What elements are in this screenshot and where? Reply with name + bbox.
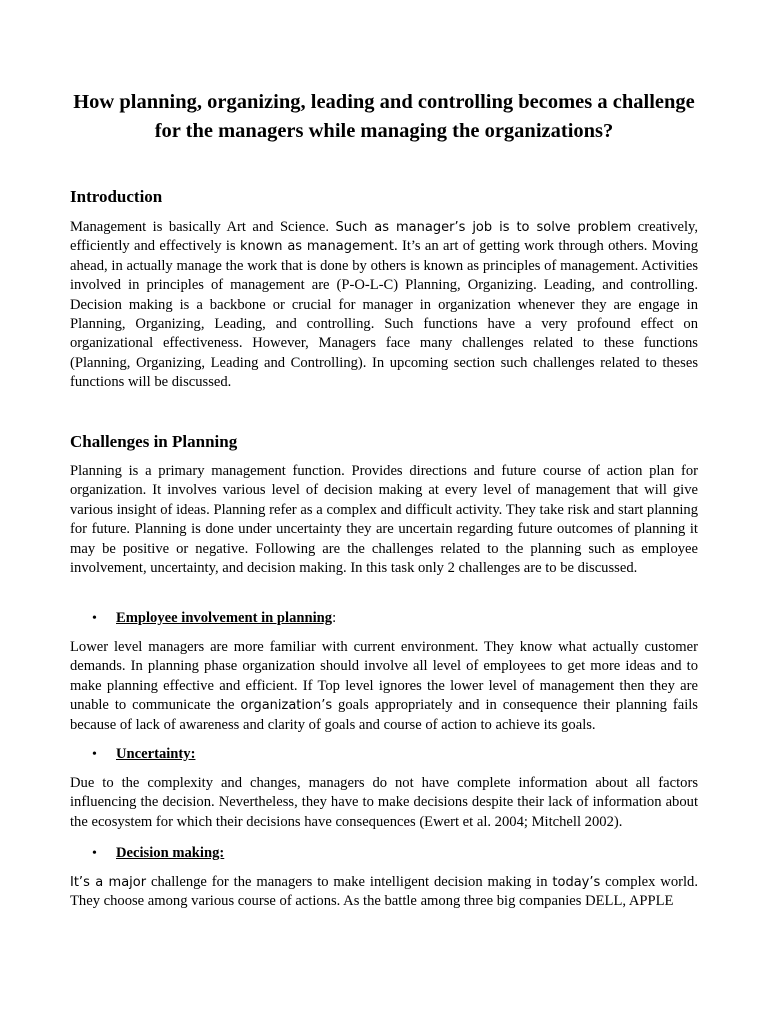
bullet-dot-icon: •	[92, 611, 97, 626]
planning-heading: Challenges in Planning	[70, 432, 238, 451]
uncertainty-paragraph: Due to the complexity and changes, managers do not have complete information about all factors influencing the decision. Nevertheless, they have to make decisions despite their lack of information about the ecosystem for which their decisions have consequences (Ewert et al. 2004; Mitchell 2002).	[70, 775, 698, 830]
introduction-heading: Introduction	[70, 187, 163, 206]
introduction-paragraph	[70, 218, 698, 393]
intro-text-sans-2: known as management	[239, 239, 394, 255]
intro-text-start: Management is basically Art and Science.	[70, 219, 336, 235]
bullet-uncertainty	[92, 744, 692, 765]
decision-making-paragraph	[70, 873, 698, 912]
decision-text-sans-2: today’s	[552, 875, 601, 890]
decision-text-sans-1: It’s a major	[70, 875, 147, 890]
bullet-dot-icon: •	[92, 846, 97, 861]
uncertainty-label: Uncertainty:	[116, 746, 196, 762]
decision-making-label: Decision making:	[116, 845, 225, 861]
decision-text-mid: challenge for the managers to make intelligent decision making in	[146, 874, 553, 890]
bullet-decision-making	[92, 843, 692, 864]
employee-involvement-suffix: :	[332, 610, 337, 626]
bullet-dot-icon: •	[92, 747, 97, 762]
intro-text-mid: creatively, efficiently and effectively is	[70, 219, 698, 255]
decision-text-rest: complex world. They choose among various course of actions. As the battle among three big companies DELL, APPLE	[70, 874, 699, 910]
employee-involvement-paragraph	[70, 638, 698, 735]
document-title: How planning, organizing, leading and controlling becomes a challenge for the managers while managing the organizations?	[73, 91, 695, 142]
employee-involvement-label: Employee involvement in planning	[116, 610, 333, 626]
employee-text-sans: organization’s	[240, 698, 333, 714]
intro-text-sans-1: Such as manager’s job is to solve problem	[335, 220, 632, 235]
bullet-employee-involvement	[92, 608, 692, 629]
employee-text-rest: goals appropriately and in consequence their planning fails because of lack of awareness and clarity of goals and course of action to achieve its goals.	[70, 697, 698, 733]
employee-text-start: Lower level managers are more familiar with current environment. They know what actually customer demands. In planning phase organization should involve all level of employees to get more ideas and to make planning effective and efficient. If Top level ignores the lower level of management then they are unable to communicate the	[70, 639, 698, 714]
planning-paragraph: Planning is a primary management function. Provides directions and future course of action plan for organization. It involves various level of decision making at every level of management that will give various insight of ideas. Planning refer as a complex and difficult activity. They take risk and start planning for future. Planning is done under uncertainty they are uncertain regarding future outcomes of planning it may be positive or negative. Following are the challenges related to the planning such as employee involvement, uncertainty, and decision making. In this task only 2 challenges are to be discussed.	[70, 463, 698, 577]
intro-text-rest: . It’s an art of getting work through others. Moving ahead, in actually manage the work that is done by others is known as principles of management. Activities involved in principles of management are (P-O-L-C) Planning, Organizing. Leading, and controlling. Decision making is a backbone or crucial for manager in organization whenever they are engage in Planning, Organizing, Leading, and controlling. Such functions have a very profound effect on organizational effectiveness. However, Managers face many challenges related to these functions (Planning, Organizing, Leading and Controlling). In upcoming section such challenges related to theses functions will be discussed.	[70, 238, 698, 391]
